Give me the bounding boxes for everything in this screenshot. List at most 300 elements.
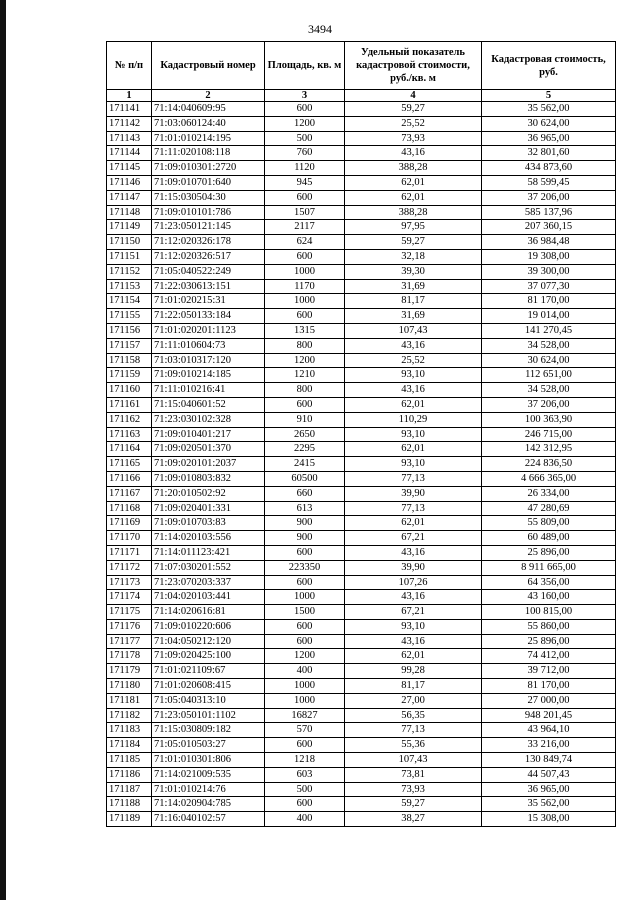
cadastral-number-cell: 71:23:050101:1102 — [152, 708, 265, 723]
cadastral-number-cell: 71:23:050121:145 — [152, 220, 265, 235]
row-number-cell: 171181 — [107, 693, 152, 708]
table-row — [107, 753, 616, 768]
unit-value-cell: 107,43 — [345, 753, 482, 768]
row-number-cell: 171188 — [107, 797, 152, 812]
row-number-cell: 171176 — [107, 619, 152, 634]
table-row — [107, 146, 616, 161]
row-number-cell: 171163 — [107, 427, 152, 442]
row-number-cell: 171165 — [107, 457, 152, 472]
table-row — [107, 723, 616, 738]
area-cell: 1000 — [265, 693, 345, 708]
header-row-number: № п/п — [107, 42, 152, 90]
table-row — [107, 161, 616, 176]
row-number-cell: 171186 — [107, 767, 152, 782]
area-cell: 1200 — [265, 649, 345, 664]
row-number-cell: 171164 — [107, 442, 152, 457]
unit-value-cell: 31,69 — [345, 279, 482, 294]
table-row — [107, 679, 616, 694]
table-body — [107, 102, 616, 827]
row-number-cell: 171171 — [107, 545, 152, 560]
cadastral-cost-cell: 19 308,00 — [482, 249, 616, 264]
header-unit-value: Удельный показатель кадастровой стоимости, руб./кв. м — [345, 42, 482, 90]
unit-value-cell: 67,21 — [345, 605, 482, 620]
area-cell: 600 — [265, 190, 345, 205]
unit-value-cell: 59,27 — [345, 235, 482, 250]
column-number: 2 — [152, 90, 265, 102]
unit-value-cell: 39,30 — [345, 264, 482, 279]
unit-value-cell: 43,16 — [345, 338, 482, 353]
cadastral-cost-cell: 39 300,00 — [482, 264, 616, 279]
table-row — [107, 560, 616, 575]
unit-value-cell: 43,16 — [345, 146, 482, 161]
row-number-cell: 171187 — [107, 782, 152, 797]
table-row — [107, 590, 616, 605]
table-row — [107, 294, 616, 309]
table-row — [107, 531, 616, 546]
row-number-cell: 171143 — [107, 131, 152, 146]
unit-value-cell: 77,13 — [345, 501, 482, 516]
cadastral-cost-cell: 74 412,00 — [482, 649, 616, 664]
table-row — [107, 383, 616, 398]
table-row — [107, 205, 616, 220]
cadastral-cost-cell: 26 334,00 — [482, 486, 616, 501]
unit-value-cell: 110,29 — [345, 412, 482, 427]
row-number-cell: 171185 — [107, 753, 152, 768]
table-row — [107, 486, 616, 501]
area-cell: 613 — [265, 501, 345, 516]
header-cadastral-cost: Кадастровая стоимость, руб. — [482, 42, 616, 90]
table-row — [107, 264, 616, 279]
row-number-cell: 171180 — [107, 679, 152, 694]
area-cell: 800 — [265, 338, 345, 353]
row-number-cell: 171153 — [107, 279, 152, 294]
cadastral-number-cell: 71:20:010502:92 — [152, 486, 265, 501]
unit-value-cell: 388,28 — [345, 161, 482, 176]
unit-value-cell: 93,10 — [345, 427, 482, 442]
row-number-cell: 171178 — [107, 649, 152, 664]
area-cell: 660 — [265, 486, 345, 501]
table-row — [107, 649, 616, 664]
cadastral-cost-cell: 43 964,10 — [482, 723, 616, 738]
area-cell: 1507 — [265, 205, 345, 220]
unit-value-cell: 107,26 — [345, 575, 482, 590]
area-cell: 1218 — [265, 753, 345, 768]
column-number: 4 — [345, 90, 482, 102]
table-row — [107, 693, 616, 708]
area-cell: 600 — [265, 309, 345, 324]
area-cell: 1500 — [265, 605, 345, 620]
cadastral-number-cell: 71:01:010214:195 — [152, 131, 265, 146]
cadastral-number-cell: 71:01:020215:31 — [152, 294, 265, 309]
cadastral-number-cell: 71:14:040609:95 — [152, 102, 265, 117]
table-row — [107, 619, 616, 634]
cadastral-cost-cell: 8 911 665,00 — [482, 560, 616, 575]
cadastral-number-cell: 71:09:010803:832 — [152, 471, 265, 486]
area-cell: 910 — [265, 412, 345, 427]
row-number-cell: 171141 — [107, 102, 152, 117]
cadastral-number-cell: 71:04:050212:120 — [152, 634, 265, 649]
unit-value-cell: 81,17 — [345, 294, 482, 309]
cadastral-cost-cell: 55 809,00 — [482, 516, 616, 531]
area-cell: 400 — [265, 664, 345, 679]
column-number: 1 — [107, 90, 152, 102]
column-number: 5 — [482, 90, 616, 102]
area-cell: 600 — [265, 738, 345, 753]
table-row — [107, 427, 616, 442]
row-number-cell: 171167 — [107, 486, 152, 501]
cadastral-cost-cell: 224 836,50 — [482, 457, 616, 472]
unit-value-cell: 38,27 — [345, 812, 482, 827]
row-number-cell: 171170 — [107, 531, 152, 546]
cadastral-number-cell: 71:09:020425:100 — [152, 649, 265, 664]
row-number-cell: 171146 — [107, 175, 152, 190]
area-cell: 2415 — [265, 457, 345, 472]
row-number-cell: 171152 — [107, 264, 152, 279]
area-cell: 16827 — [265, 708, 345, 723]
cadastral-cost-cell: 25 896,00 — [482, 545, 616, 560]
area-cell: 600 — [265, 619, 345, 634]
table-row — [107, 605, 616, 620]
table-row — [107, 516, 616, 531]
cadastral-number-cell: 71:09:010401:217 — [152, 427, 265, 442]
scan-edge-bar — [0, 0, 6, 900]
cadastral-number-cell: 71:14:011123:421 — [152, 545, 265, 560]
unit-value-cell: 93,10 — [345, 619, 482, 634]
area-cell: 1000 — [265, 590, 345, 605]
cadastral-cost-cell: 36 965,00 — [482, 131, 616, 146]
cadastral-cost-cell: 207 360,15 — [482, 220, 616, 235]
cadastral-number-cell: 71:11:010216:41 — [152, 383, 265, 398]
table-row — [107, 220, 616, 235]
row-number-cell: 171169 — [107, 516, 152, 531]
unit-value-cell: 62,01 — [345, 397, 482, 412]
area-cell: 600 — [265, 797, 345, 812]
cadastral-number-cell: 71:15:030809:182 — [152, 723, 265, 738]
cadastral-cost-cell: 34 528,00 — [482, 338, 616, 353]
cadastral-cost-cell: 33 216,00 — [482, 738, 616, 753]
cadastral-cost-cell: 100 363,90 — [482, 412, 616, 427]
row-number-cell: 171151 — [107, 249, 152, 264]
cadastral-cost-cell: 32 801,60 — [482, 146, 616, 161]
area-cell: 2295 — [265, 442, 345, 457]
cadastral-number-cell: 71:14:020904:785 — [152, 797, 265, 812]
row-number-cell: 171156 — [107, 323, 152, 338]
unit-value-cell: 59,27 — [345, 102, 482, 117]
area-cell: 900 — [265, 516, 345, 531]
cadastral-number-cell: 71:01:010301:806 — [152, 753, 265, 768]
column-number: 3 — [265, 90, 345, 102]
unit-value-cell: 25,52 — [345, 116, 482, 131]
cadastral-cost-cell: 19 014,00 — [482, 309, 616, 324]
cadastral-cost-cell: 30 624,00 — [482, 116, 616, 131]
table-row — [107, 309, 616, 324]
table-row — [107, 501, 616, 516]
cadastral-number-cell: 71:05:040522:249 — [152, 264, 265, 279]
cadastral-cost-cell: 35 562,00 — [482, 797, 616, 812]
row-number-cell: 171148 — [107, 205, 152, 220]
area-cell: 400 — [265, 812, 345, 827]
cadastral-number-cell: 71:09:020101:2037 — [152, 457, 265, 472]
area-cell: 945 — [265, 175, 345, 190]
row-number-cell: 171150 — [107, 235, 152, 250]
unit-value-cell: 62,01 — [345, 516, 482, 531]
cadastral-cost-cell: 37 206,00 — [482, 397, 616, 412]
cadastral-cost-cell: 47 280,69 — [482, 501, 616, 516]
row-number-cell: 171149 — [107, 220, 152, 235]
unit-value-cell: 73,93 — [345, 782, 482, 797]
unit-value-cell: 59,27 — [345, 797, 482, 812]
table-row — [107, 279, 616, 294]
unit-value-cell: 62,01 — [345, 175, 482, 190]
row-number-cell: 171160 — [107, 383, 152, 398]
table-row — [107, 131, 616, 146]
cadastral-cost-cell: 141 270,45 — [482, 323, 616, 338]
table-header-row — [107, 42, 616, 90]
table-row — [107, 545, 616, 560]
unit-value-cell: 55,36 — [345, 738, 482, 753]
row-number-cell: 171182 — [107, 708, 152, 723]
area-cell: 570 — [265, 723, 345, 738]
area-cell: 1000 — [265, 264, 345, 279]
row-number-cell: 171175 — [107, 605, 152, 620]
unit-value-cell: 62,01 — [345, 442, 482, 457]
area-cell: 600 — [265, 545, 345, 560]
unit-value-cell: 77,13 — [345, 723, 482, 738]
area-cell: 223350 — [265, 560, 345, 575]
row-number-cell: 171184 — [107, 738, 152, 753]
row-number-cell: 171159 — [107, 368, 152, 383]
row-number-cell: 171183 — [107, 723, 152, 738]
page-number: 3494 — [308, 22, 332, 36]
row-number-cell: 171155 — [107, 309, 152, 324]
area-cell: 1200 — [265, 353, 345, 368]
table-row — [107, 634, 616, 649]
unit-value-cell: 43,16 — [345, 383, 482, 398]
unit-value-cell: 39,90 — [345, 560, 482, 575]
unit-value-cell: 27,00 — [345, 693, 482, 708]
table-row — [107, 708, 616, 723]
unit-value-cell: 43,16 — [345, 545, 482, 560]
unit-value-cell: 81,17 — [345, 679, 482, 694]
area-cell: 1200 — [265, 116, 345, 131]
cadastral-number-cell: 71:23:070203:337 — [152, 575, 265, 590]
area-cell: 2650 — [265, 427, 345, 442]
cadastral-cost-cell: 60 489,00 — [482, 531, 616, 546]
row-number-cell: 171145 — [107, 161, 152, 176]
table-row — [107, 457, 616, 472]
area-cell: 600 — [265, 634, 345, 649]
unit-value-cell: 39,90 — [345, 486, 482, 501]
cadastral-number-cell: 71:07:030201:552 — [152, 560, 265, 575]
area-cell: 500 — [265, 782, 345, 797]
cadastral-number-cell: 71:11:020108:118 — [152, 146, 265, 161]
cadastral-table — [106, 41, 616, 827]
row-number-cell: 171147 — [107, 190, 152, 205]
cadastral-number-cell: 71:14:020616:81 — [152, 605, 265, 620]
table-row — [107, 102, 616, 117]
table-row — [107, 323, 616, 338]
unit-value-cell: 25,52 — [345, 353, 482, 368]
cadastral-cost-cell: 81 170,00 — [482, 294, 616, 309]
area-cell: 1170 — [265, 279, 345, 294]
cadastral-cost-cell: 55 860,00 — [482, 619, 616, 634]
table-row — [107, 782, 616, 797]
table-row — [107, 664, 616, 679]
table-row — [107, 235, 616, 250]
unit-value-cell: 93,10 — [345, 457, 482, 472]
cadastral-number-cell: 71:09:010701:640 — [152, 175, 265, 190]
area-cell: 1120 — [265, 161, 345, 176]
cadastral-cost-cell: 585 137,96 — [482, 205, 616, 220]
area-cell: 60500 — [265, 471, 345, 486]
table-row — [107, 175, 616, 190]
cadastral-cost-cell: 948 201,45 — [482, 708, 616, 723]
cadastral-number-cell: 71:05:040313:10 — [152, 693, 265, 708]
cadastral-number-cell: 71:09:010220:606 — [152, 619, 265, 634]
area-cell: 600 — [265, 249, 345, 264]
table-row — [107, 412, 616, 427]
row-number-cell: 171173 — [107, 575, 152, 590]
cadastral-cost-cell: 43 160,00 — [482, 590, 616, 605]
unit-value-cell: 73,93 — [345, 131, 482, 146]
cadastral-number-cell: 71:03:060124:40 — [152, 116, 265, 131]
area-cell: 600 — [265, 575, 345, 590]
table-row — [107, 575, 616, 590]
area-cell: 1000 — [265, 679, 345, 694]
cadastral-number-cell: 71:16:040102:57 — [152, 812, 265, 827]
cadastral-cost-cell: 58 599,45 — [482, 175, 616, 190]
unit-value-cell: 62,01 — [345, 649, 482, 664]
cadastral-cost-cell: 130 849,74 — [482, 753, 616, 768]
cadastral-cost-cell: 81 170,00 — [482, 679, 616, 694]
row-number-cell: 171168 — [107, 501, 152, 516]
cadastral-cost-cell: 37 206,00 — [482, 190, 616, 205]
row-number-cell: 171179 — [107, 664, 152, 679]
cadastral-number-cell: 71:14:020103:556 — [152, 531, 265, 546]
cadastral-cost-cell: 246 715,00 — [482, 427, 616, 442]
area-cell: 1000 — [265, 294, 345, 309]
row-number-cell: 171157 — [107, 338, 152, 353]
table-row — [107, 190, 616, 205]
cadastral-cost-cell: 434 873,60 — [482, 161, 616, 176]
cadastral-number-cell: 71:22:030613:151 — [152, 279, 265, 294]
cadastral-number-cell: 71:15:030504:30 — [152, 190, 265, 205]
table-row — [107, 116, 616, 131]
cadastral-number-cell: 71:01:010214:76 — [152, 782, 265, 797]
unit-value-cell: 31,69 — [345, 309, 482, 324]
area-cell: 800 — [265, 383, 345, 398]
area-cell: 1315 — [265, 323, 345, 338]
unit-value-cell: 99,28 — [345, 664, 482, 679]
cadastral-cost-cell: 36 984,48 — [482, 235, 616, 250]
table-row — [107, 249, 616, 264]
header-area: Площадь, кв. м — [265, 42, 345, 90]
table-row — [107, 797, 616, 812]
cadastral-number-cell: 71:12:020326:178 — [152, 235, 265, 250]
area-cell: 2117 — [265, 220, 345, 235]
row-number-cell: 171142 — [107, 116, 152, 131]
table-row — [107, 738, 616, 753]
cadastral-number-cell: 71:22:050133:184 — [152, 309, 265, 324]
unit-value-cell: 388,28 — [345, 205, 482, 220]
table-row — [107, 338, 616, 353]
unit-value-cell: 97,95 — [345, 220, 482, 235]
unit-value-cell: 67,21 — [345, 531, 482, 546]
cadastral-number-cell: 71:09:010214:185 — [152, 368, 265, 383]
table-row — [107, 442, 616, 457]
cadastral-number-cell: 71:09:020401:331 — [152, 501, 265, 516]
row-number-cell: 171172 — [107, 560, 152, 575]
cadastral-number-cell: 71:23:030102:328 — [152, 412, 265, 427]
cadastral-number-cell: 71:04:020103:441 — [152, 590, 265, 605]
row-number-cell: 171154 — [107, 294, 152, 309]
table-row — [107, 812, 616, 827]
table-row — [107, 397, 616, 412]
row-number-cell: 171158 — [107, 353, 152, 368]
cadastral-cost-cell: 35 562,00 — [482, 102, 616, 117]
cadastral-number-cell: 71:11:010604:73 — [152, 338, 265, 353]
cadastral-number-cell: 71:12:020326:517 — [152, 249, 265, 264]
cadastral-cost-cell: 142 312,95 — [482, 442, 616, 457]
cadastral-number-cell: 71:09:010101:786 — [152, 205, 265, 220]
cadastral-cost-cell: 64 356,00 — [482, 575, 616, 590]
cadastral-cost-cell: 15 308,00 — [482, 812, 616, 827]
row-number-cell: 171144 — [107, 146, 152, 161]
unit-value-cell: 77,13 — [345, 471, 482, 486]
area-cell: 900 — [265, 531, 345, 546]
area-cell: 600 — [265, 397, 345, 412]
area-cell: 760 — [265, 146, 345, 161]
cadastral-cost-cell: 34 528,00 — [482, 383, 616, 398]
column-number-row — [107, 90, 616, 102]
area-cell: 500 — [265, 131, 345, 146]
unit-value-cell: 107,43 — [345, 323, 482, 338]
table-row — [107, 368, 616, 383]
cadastral-cost-cell: 112 651,00 — [482, 368, 616, 383]
cadastral-cost-cell: 37 077,30 — [482, 279, 616, 294]
cadastral-cost-cell: 30 624,00 — [482, 353, 616, 368]
row-number-cell: 171189 — [107, 812, 152, 827]
unit-value-cell: 43,16 — [345, 634, 482, 649]
row-number-cell: 171174 — [107, 590, 152, 605]
cadastral-cost-cell: 25 896,00 — [482, 634, 616, 649]
cadastral-number-cell: 71:03:010317:120 — [152, 353, 265, 368]
unit-value-cell: 73,81 — [345, 767, 482, 782]
table-row — [107, 471, 616, 486]
area-cell: 624 — [265, 235, 345, 250]
cadastral-cost-cell: 36 965,00 — [482, 782, 616, 797]
row-number-cell: 171162 — [107, 412, 152, 427]
cadastral-number-cell: 71:01:020201:1123 — [152, 323, 265, 338]
cadastral-number-cell: 71:09:010703:83 — [152, 516, 265, 531]
header-cadastral-number: Кадастровый номер — [152, 42, 265, 90]
unit-value-cell: 93,10 — [345, 368, 482, 383]
unit-value-cell: 43,16 — [345, 590, 482, 605]
unit-value-cell: 32,18 — [345, 249, 482, 264]
area-cell: 603 — [265, 767, 345, 782]
cadastral-number-cell: 71:15:040601:52 — [152, 397, 265, 412]
cadastral-number-cell: 71:01:020608:415 — [152, 679, 265, 694]
cadastral-number-cell: 71:01:021109:67 — [152, 664, 265, 679]
area-cell: 1210 — [265, 368, 345, 383]
row-number-cell: 171177 — [107, 634, 152, 649]
table-row — [107, 353, 616, 368]
cadastral-number-cell: 71:09:020501:370 — [152, 442, 265, 457]
cadastral-number-cell: 71:05:010503:27 — [152, 738, 265, 753]
row-number-cell: 171166 — [107, 471, 152, 486]
cadastral-cost-cell: 27 000,00 — [482, 693, 616, 708]
cadastral-cost-cell: 4 666 365,00 — [482, 471, 616, 486]
